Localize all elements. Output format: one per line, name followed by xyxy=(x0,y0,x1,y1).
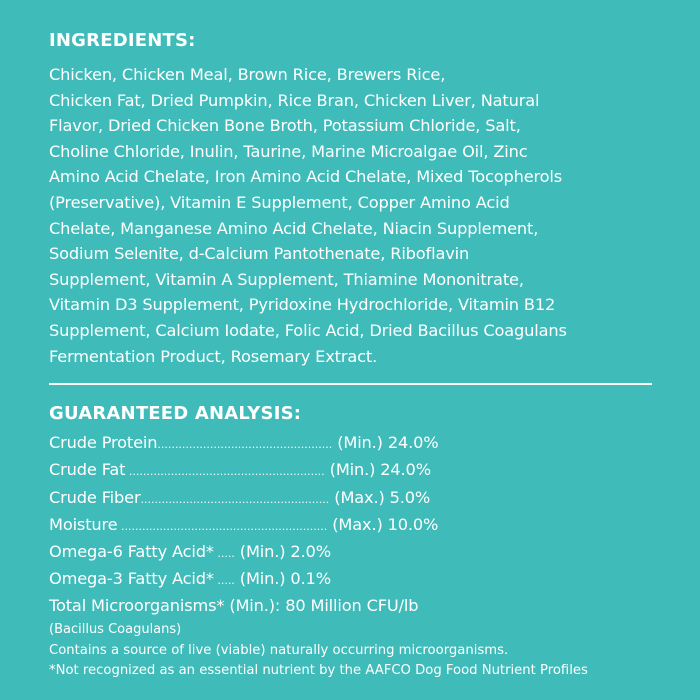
nutrient-label: Moisture xyxy=(49,514,118,534)
analysis-row-total-microorganisms xyxy=(49,593,660,620)
nutrient-qualifier: (Min.) xyxy=(234,541,286,561)
aafco-footnote: *Not recognized as an essential nutrient by the AAFCO Dog Food Nutrient Profiles xyxy=(49,662,588,678)
ingredients-line: Sodium Selenite, d-Calcium Pantothenate, Riboflavin xyxy=(49,244,470,264)
ingredients-line: Chelate, Manganese Amino Acid Chelate, Niacin Supplement, xyxy=(49,218,539,238)
leader-dots: .................................................. xyxy=(157,438,333,452)
analysis-row-crude-protein xyxy=(49,430,660,457)
nutrient-label: Omega-6 Fatty Acid* xyxy=(49,541,214,561)
ingredients-line: Fermentation Product, Rosemary Extract. xyxy=(49,346,378,366)
nutrient-label: Crude Fiber xyxy=(49,487,141,507)
analysis-row-omega-6 xyxy=(49,539,660,566)
ingredients-line: Choline Chloride, Inulin, Taurine, Marine Microalgae Oil, Zinc xyxy=(49,141,528,161)
ingredients-line: (Preservative), Vitamin E Supplement, Copper Amino Acid xyxy=(49,192,510,212)
ingredients-line: Supplement, Vitamin A Supplement, Thiamine Mononitrate, xyxy=(49,269,524,289)
analysis-table xyxy=(49,430,660,620)
ingredients-line: Flavor, Dried Chicken Bone Broth, Potassium Chloride, Salt, xyxy=(49,116,521,136)
analysis-row-crude-fiber xyxy=(49,485,660,512)
organism-note: (Bacillus Coagulans) xyxy=(49,621,182,637)
leader-dots: ..... xyxy=(213,574,235,588)
nutrient-value: 5.0% xyxy=(384,487,431,507)
leader-dots: ...................................................... xyxy=(140,492,330,506)
ingredients-line: Chicken Fat, Dried Pumpkin, Rice Bran, Chicken Liver, Natural xyxy=(49,90,540,110)
nutrient-value: 80 Million CFU/lb xyxy=(280,596,419,616)
analysis-row-omega-3 xyxy=(49,566,660,593)
leader-dots: ..... xyxy=(213,546,235,560)
analysis-heading: GUARANTEED ANALYSIS: xyxy=(49,403,302,425)
section-divider xyxy=(49,383,652,385)
nutrient-label: Total Microorganisms* xyxy=(49,596,225,616)
nutrient-label: Crude Fat xyxy=(49,460,126,480)
nutrient-value: 10.0% xyxy=(382,514,439,534)
nutrient-qualifier: (Min.) xyxy=(324,460,376,480)
ingredients-line: Chicken, Chicken Meal, Brown Rice, Brewers Rice, xyxy=(49,65,446,84)
live-microorganisms-note: Contains a source of live (viable) naturally occurring microorganisms. xyxy=(49,642,509,658)
nutrient-qualifier: (Max.) xyxy=(327,514,383,534)
ingredients-line: Vitamin D3 Supplement, Pyridoxine Hydrochloride, Vitamin B12 xyxy=(49,295,556,315)
analysis-row-crude-fat xyxy=(49,457,660,484)
nutrient-value: 24.0% xyxy=(375,460,431,480)
nutrient-label: Omega-3 Fatty Acid* xyxy=(49,569,214,589)
ingredients-heading: INGREDIENTS: xyxy=(49,30,196,51)
nutrient-qualifier: (Min.): xyxy=(224,596,281,616)
analysis-row-moisture xyxy=(49,512,660,539)
ingredients-list xyxy=(49,62,659,369)
nutrient-value: 2.0% xyxy=(285,541,331,561)
nutrient-value: 0.1% xyxy=(285,569,331,589)
nutrient-value: 24.0% xyxy=(382,433,439,453)
leader-dots: ........................................................... xyxy=(117,519,328,533)
nutrient-qualifier: (Min.) xyxy=(332,433,383,453)
nutrient-qualifier: (Min.) xyxy=(234,569,286,589)
ingredients-line: Supplement, Calcium Iodate, Folic Acid, Dried Bacillus Coagulans xyxy=(49,320,567,340)
ingredients-line: Amino Acid Chelate, Iron Amino Acid Chelate, Mixed Tocopherols xyxy=(49,167,563,187)
nutrient-label: Crude Protein xyxy=(49,433,158,453)
leader-dots: ........................................................ xyxy=(125,465,325,479)
nutrient-qualifier: (Max.) xyxy=(329,487,385,507)
